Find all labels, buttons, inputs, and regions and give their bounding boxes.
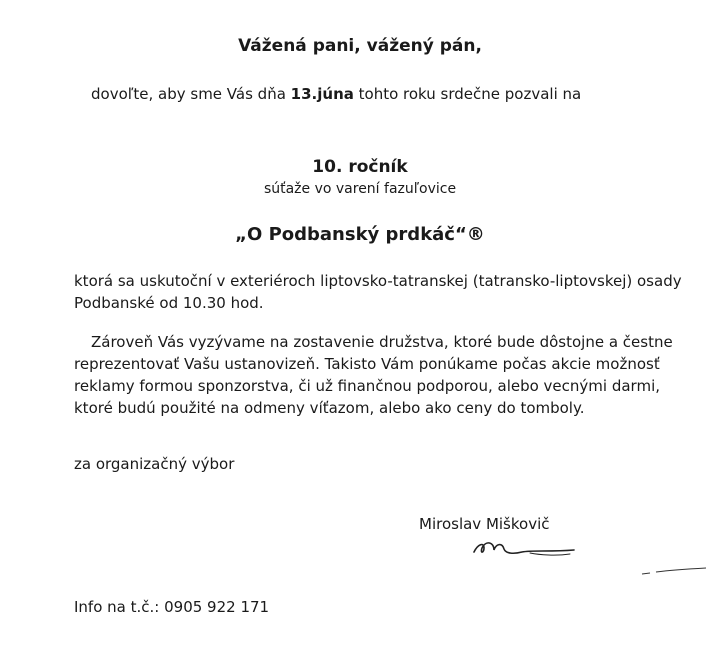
location-paragraph — [74, 270, 682, 314]
edition-heading: 10. ročník — [312, 157, 408, 177]
team-line-4: ktoré budú použité na odmeny víťazom, alebo ako ceny do tomboly. — [74, 399, 585, 417]
location-line-1: ktorá sa uskutoční v exteriéroch liptovsko-tatranskej (tatransko-liptovskej) osady — [74, 272, 682, 290]
event-name: „O Podbanský prdkáč“® — [235, 224, 485, 245]
invitation-text-after: tohto roku srdečne pozvali na — [353, 85, 582, 103]
team-line-1: Zároveň Vás vyzývame na zostavenie družstva, ktoré bude dôstojne a čestne — [91, 333, 673, 351]
invitation-text-before: dovoľte, aby sme Vás dňa — [91, 85, 291, 103]
team-line-2: reprezentovať Vašu ustanovizeň. Takisto Vám ponúkame počas akcie možnosť — [74, 355, 660, 373]
team-line-3: reklamy formou sponzorstva, či už finančnou podporou, alebo vecnými darmi, — [74, 377, 661, 395]
team-paragraph — [74, 331, 694, 419]
salutation: Vážená pani, vážený pán, — [238, 36, 482, 56]
contact-info: Info na t.č.: 0905 922 171 — [74, 598, 270, 616]
signer-name: Miroslav Miškovič — [419, 515, 550, 533]
signature-line — [640, 560, 710, 580]
signature-image — [470, 532, 580, 562]
competition-subtitle: súťaže vo varení fazuľovice — [263, 181, 457, 197]
invitation-line — [91, 84, 581, 104]
event-date: 13.júna — [290, 85, 354, 103]
location-line-2: Podbanské od 10.30 hod. — [74, 294, 264, 312]
committee-line: za organizačný výbor — [74, 455, 235, 473]
